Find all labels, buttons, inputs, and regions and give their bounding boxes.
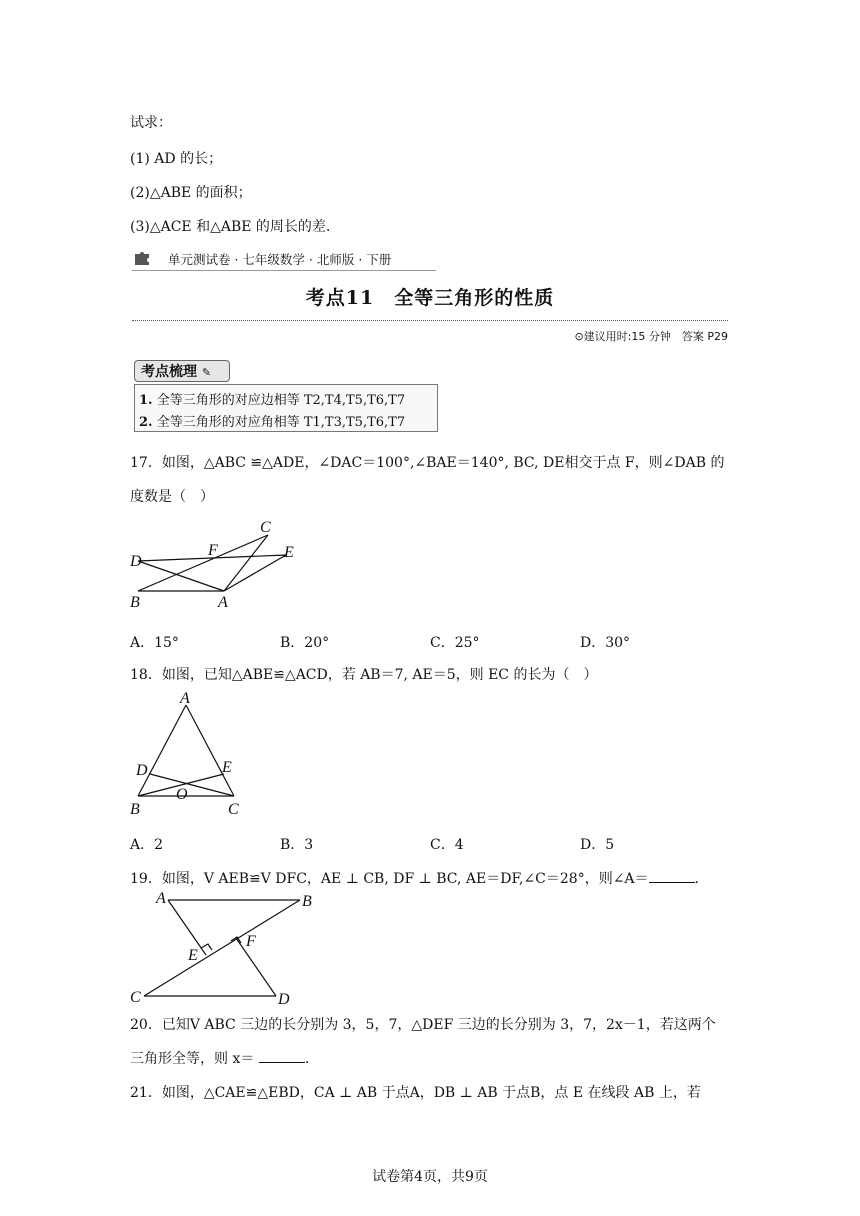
review-row-text: 全等三角形的对应边相等 T2,T4,T5,T6,T7 (156, 393, 406, 408)
q18-label-e: E (222, 759, 232, 776)
q17-text-2: 度数是（ ） (130, 489, 214, 505)
q18-label-d: D (136, 762, 148, 779)
review-row-num: 1. (139, 393, 153, 408)
q19-figure (126, 888, 326, 1008)
q20-answer-blank[interactable] (259, 1048, 305, 1063)
intro-line: 试求： (130, 115, 172, 131)
q18-label-o: O (176, 786, 188, 803)
q17-label-b: B (130, 594, 140, 611)
q19-label-a: A (156, 890, 166, 907)
review-tag (134, 360, 230, 382)
q18-label-c: C (228, 801, 239, 818)
q18-option-b: B．3 (280, 837, 314, 853)
clock-icon: ⊙ (574, 330, 584, 343)
q18-option-d: D．5 (580, 837, 615, 853)
sub-question-2: (2)△ABE 的面积； (130, 185, 252, 201)
review-row-2 (139, 411, 405, 430)
q19-label-e: E (188, 947, 198, 964)
q21-text-1: 21．如图，△CAE≌△EBD，CA ⊥ AB 于点A，DB ⊥ AB 于点B，点 E 在线段 AB 上，若 (130, 1085, 701, 1101)
q17-label-d: D (130, 553, 142, 570)
review-body (134, 384, 438, 432)
q20-text (130, 1048, 309, 1068)
q17-label-e: E (284, 544, 294, 561)
q18-option-a: A．2 (130, 837, 164, 853)
q18-figure (126, 690, 256, 820)
review-row-num: 2. (139, 415, 153, 430)
dotted-divider (132, 320, 728, 321)
time-advice (574, 328, 728, 344)
series-header: 单元测试卷 · 七年级数学 · 北师版 · 下册 (168, 252, 392, 267)
q17-text-1: 17．如图，△ABC ≌△ADE，∠DAC＝100°,∠BAE＝140°, BC, DE相交于点 F，则∠DAB 的 (130, 455, 725, 471)
q17-label-f: F (208, 542, 218, 559)
q20-text-1: 20．已知V ABC 三边的长分别为 3，5，7，△DEF 三边的长分别为 3，7，2x－1，若这两个 (130, 1017, 716, 1033)
q20-text-2: 三角形全等，则 x＝ (130, 1051, 255, 1067)
q17-label-a: A (218, 594, 228, 611)
q17-option-a: A．15° (130, 635, 179, 651)
q18-text-1: 18．如图，已知△ABE≌△ACD，若 AB＝7, AE＝5，则 EC 的长为（ ） (130, 667, 598, 683)
q19-tail: . (694, 871, 699, 887)
review-row-1 (139, 389, 405, 408)
page-footer: 试卷第4页，共9页 (372, 1169, 488, 1185)
review-tag-label: 考点梳理 (141, 364, 197, 380)
review-box (134, 360, 438, 432)
q18-label-a: A (180, 690, 190, 707)
sub-question-3: (3)△ACE 和△ABE 的周长的差. (130, 219, 331, 235)
q19-label-f: F (246, 933, 256, 950)
q18-option-c: C．4 (430, 837, 464, 853)
q17-figure (126, 515, 306, 615)
q19-text-1: 19．如图，V AEB≌V DFC，AE ⊥ CB, DF ⊥ BC, AE＝DF,∠C＝28°，则∠A＝ (130, 871, 649, 887)
pencil-icon: ✎ (201, 366, 212, 379)
q19-label-c: C (130, 989, 141, 1006)
review-row-text: 全等三角形的对应角相等 T1,T3,T5,T6,T7 (156, 415, 406, 430)
section-title: 考点11 全等三角形的性质 (305, 287, 555, 309)
q20-tail: . (304, 1051, 310, 1067)
sub-question-1: (1) AD 的长； (130, 151, 223, 167)
q19-label-b: B (302, 893, 312, 910)
q17-option-d: D．30° (580, 635, 631, 651)
q17-option-b: B．20° (280, 635, 330, 651)
q18-label-b: B (130, 801, 140, 818)
q17-label-c: C (260, 519, 271, 536)
q19-answer-blank[interactable] (649, 868, 695, 883)
q17-option-c: C．25° (430, 635, 480, 651)
puzzle-icon (134, 250, 152, 266)
q19-label-d: D (278, 991, 290, 1008)
q19-text (130, 868, 699, 888)
advice-text: 建议用时:15 分钟 答案 P29 (583, 330, 728, 343)
